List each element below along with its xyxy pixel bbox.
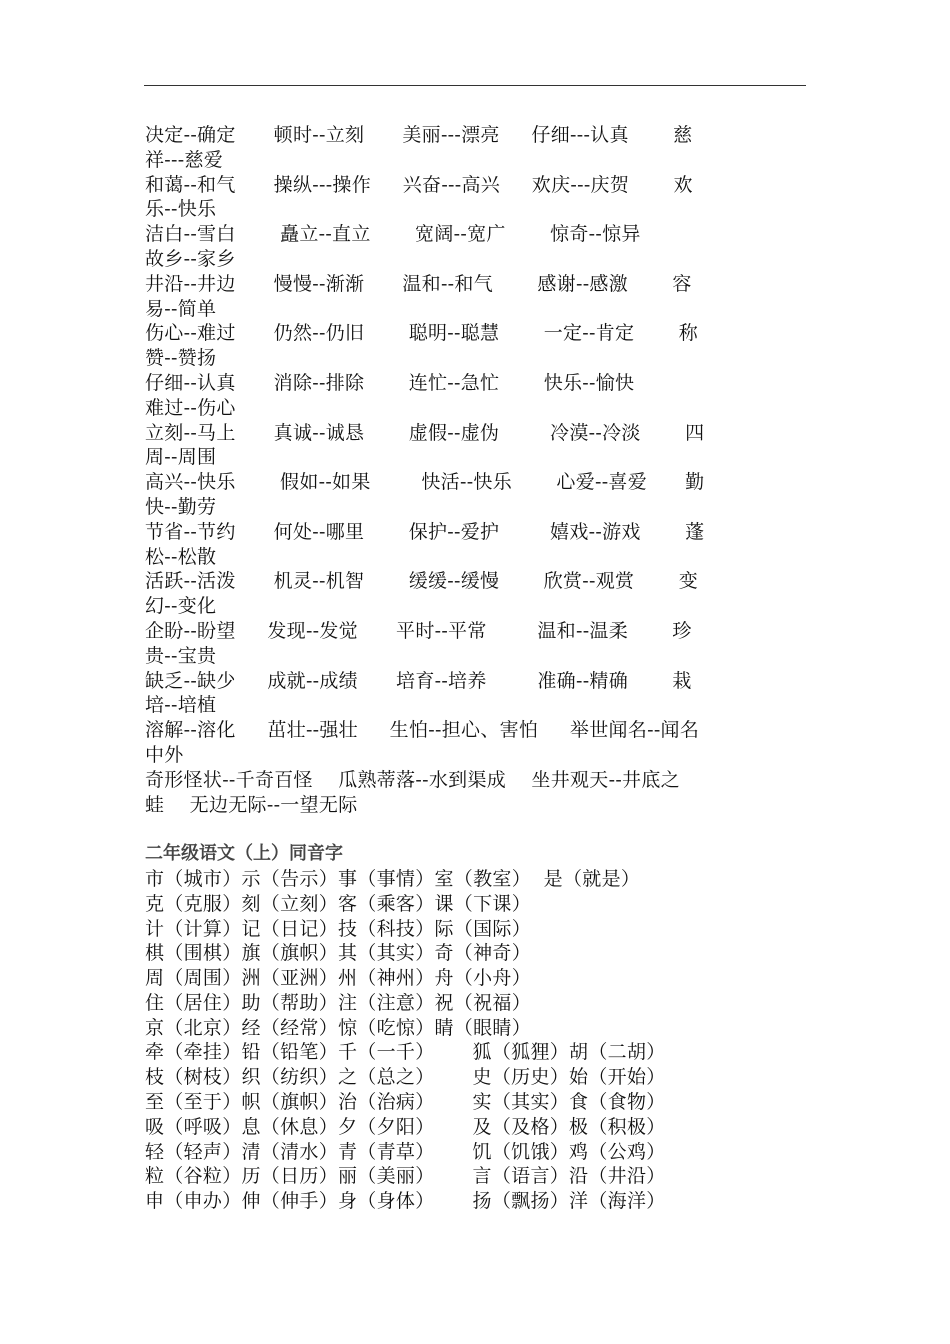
homophone-line: 周（周围）洲（亚洲）州（神州）舟（小舟） (145, 967, 532, 990)
synonym-line: 洁白--雪白 矗立--直立 宽阔--宽广 惊奇--惊异 (145, 223, 641, 246)
synonym-line: 高兴--快乐 假如--如果 快活--快乐 心爱--喜爱 勤 (145, 471, 705, 494)
synonym-line: 贵--宝贵 (145, 644, 217, 667)
homophone-line: 粒（谷粒）历（日历）丽（美丽） 言（语言）沿（井沿） (145, 1165, 666, 1188)
synonym-line: 蛙 无边无际--一望无际 (145, 793, 358, 816)
homophone-line: 吸（呼吸）息（休息）夕（夕阳） 及（及格）极（积极） (145, 1115, 666, 1138)
synonym-line: 企盼--盼望 发现--发觉 平时--平常 温和--温柔 珍 (145, 619, 692, 642)
homophone-line: 枝（树枝）织（纺织）之（总之） 史（历史）始（开始） (145, 1066, 666, 1089)
synonym-line: 赞--赞扬 (145, 347, 217, 370)
synonym-line: 祥---慈爱 (145, 148, 224, 171)
synonym-line: 培--培植 (145, 694, 217, 717)
synonym-line: 溶解--溶化 茁壮--强壮 生怕--担心、害怕 举世闻名--闻名 (145, 719, 700, 742)
section-heading: 二年级语文（上）同音字 (145, 843, 343, 865)
synonym-line: 中外 (145, 743, 184, 766)
synonym-line: 伤心--难过 仍然--仍旧 聪明--聪慧 一定--肯定 称 (145, 322, 699, 345)
homophone-line: 京（北京）经（经常）惊（吃惊）睛（眼睛） (145, 1016, 532, 1039)
synonym-line: 井沿--井边 慢慢--渐渐 温和--和气 感谢--感激 容 (145, 272, 692, 295)
homophone-line: 计（计算）记（日记）技（科技）际（国际） (145, 917, 532, 940)
synonym-line: 难过--伤心 (145, 396, 236, 419)
synonym-line: 快--勤劳 (145, 495, 217, 518)
synonym-line: 立刻--马上 真诚--诚恳 虚假--虚伪 冷漠--冷淡 四 (145, 421, 705, 444)
homophone-line: 申（申办）伸（伸手）身（身体） 扬（飘扬）洋（海洋） (145, 1190, 666, 1213)
synonym-line: 易--简单 (145, 297, 217, 320)
homophone-line: 轻（轻声）清（清水）青（青草） 饥（饥饿）鸡（公鸡） (145, 1140, 666, 1163)
synonym-line: 缺乏--缺少 成就--成绩 培育--培养 准确--精确 栽 (145, 669, 692, 692)
synonym-line: 活跃--活泼 机灵--机智 缓缓--缓慢 欣赏--观赏 变 (145, 570, 699, 593)
header-rule (144, 85, 806, 86)
synonym-list (145, 123, 807, 817)
homophone-list (145, 867, 807, 1214)
document-body (145, 123, 807, 1214)
homophone-line: 牵（牵挂）铅（铅笔）千（一千） 狐（狐狸）胡（二胡） (145, 1041, 666, 1064)
homophone-line: 克（克服）刻（立刻）客（乘客）课（下课） (145, 892, 532, 915)
homophone-line: 市（城市）示（告示）事（事情）室（教室） 是（就是） (145, 867, 641, 890)
homophone-line: 棋（围棋）旗（旗帜）其（其实）奇（神奇） (145, 942, 532, 965)
synonym-line: 幻--变化 (145, 595, 217, 618)
synonym-line: 乐--快乐 (145, 198, 217, 221)
synonym-line: 仔细--认真 消除--排除 连忙--急忙 快乐--愉快 (145, 371, 635, 394)
homophone-line: 至（至于）帜（旗帜）治（治病） 实（其实）食（食物） (145, 1091, 666, 1114)
synonym-line: 奇形怪状--千奇百怪 瓜熟蒂落--水到渠成 坐井观天--井底之 (145, 768, 680, 791)
synonym-line: 周--周围 (145, 446, 217, 469)
synonym-line: 节省--节约 何处--哪里 保护--爱护 嬉戏--游戏 蓬 (145, 520, 705, 543)
synonym-line: 故乡--家乡 (145, 247, 236, 270)
homophone-line: 住（居住）助（帮助）注（注意）祝（祝福） (145, 991, 532, 1014)
synonym-line: 和蔼--和气 操纵---操作 兴奋---高兴 欢庆---庆贺 欢 (145, 173, 693, 196)
synonym-line: 松--松散 (145, 545, 217, 568)
synonym-line: 决定--确定 顿时--立刻 美丽---漂亮 仔细---认真 慈 (145, 124, 693, 146)
